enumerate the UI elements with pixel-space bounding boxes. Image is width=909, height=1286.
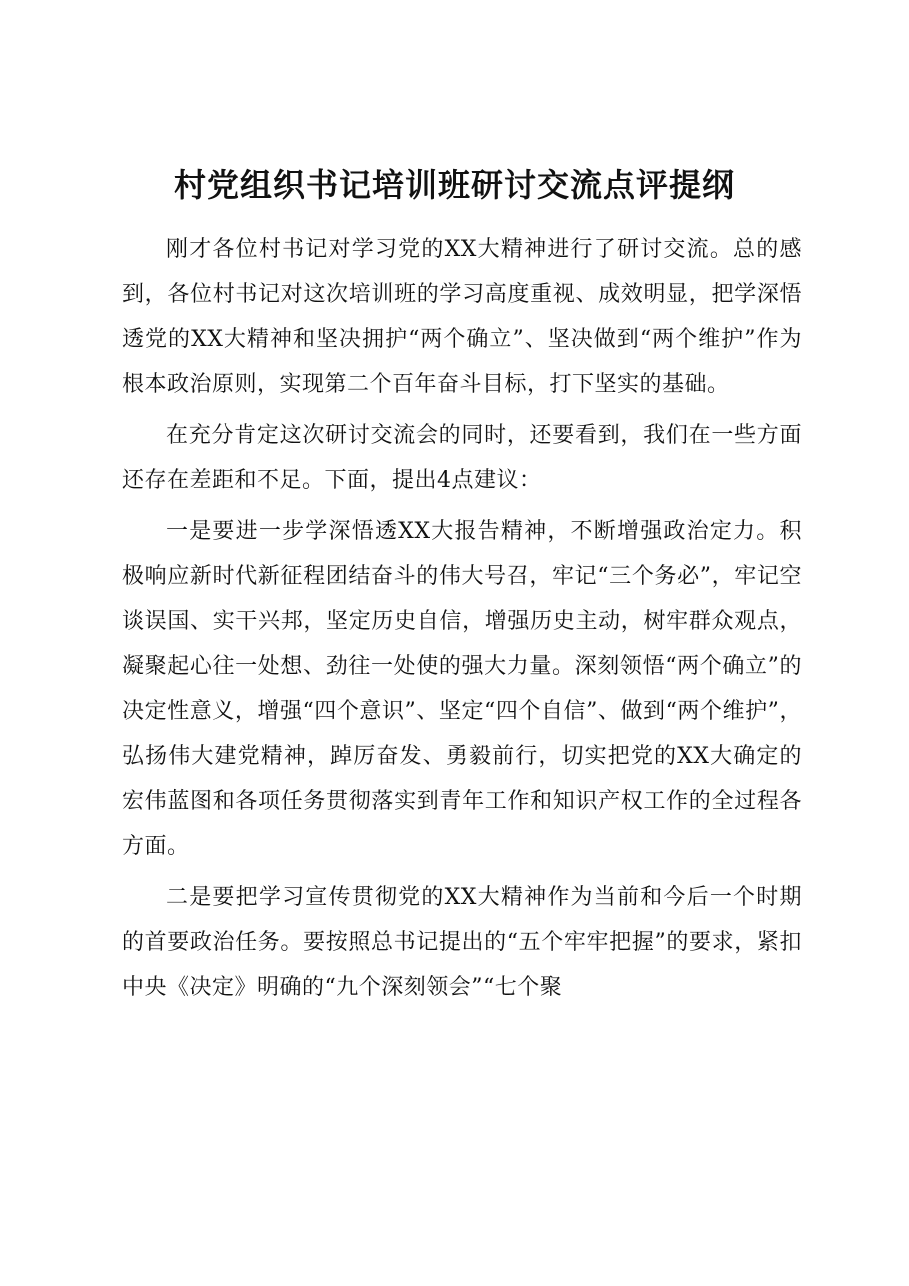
paragraph-point-one: 一是要进一步学深悟透XX大报告精神，不断增强政治定力。积极响应新时代新征程团结奋斗的伟大号召，牢记“三个务必”，牢记空谈误国、实干兴邦，坚定历史自信，增强历史主动，树牢群众观点，凝聚起心往一处想、劲往一处使的强大力量。深刻领悟“两个确立”的决定性意义，增强“四个意识”、坚定“四个自信”、做到“两个维护”，弘扬伟大建党精神，踔厉奋发、勇毅前行，切实把党的XX大确定的宏伟蓝图和各项任务贯彻落实到青年工作和知识产权工作的全过程各方面。 bbox=[122, 519, 802, 859]
paragraph-suggestions: 在充分肯定这次研讨交流会的同时，还要看到，我们在一些方面还存在差距和不足。下面，提出4点建议： bbox=[122, 423, 802, 493]
paragraph-intro: 刚才各位村书记对学习党的XX大精神进行了研讨交流。总的感到，各位村书记对这次培训班的学习高度重视、成效明显，把学深悟透党的XX大精神和坚决拥护“两个确立”、坚决做到“两个维护”作为根本政治原则，实现第二个百年奋斗目标，打下坚实的基础。 bbox=[122, 237, 802, 397]
document-body bbox=[122, 227, 802, 1016]
paragraph-point-two: 二是要把学习宣传贯彻党的XX大精神作为当前和今后一个时期的首要政治任务。要按照总书记提出的“五个牢牢把握”的要求，紧扣中央《决定》明确的“九个深刻领会”“七个聚 bbox=[122, 885, 802, 1000]
document-title: 村党组织书记培训班研讨交流点评提纲 bbox=[173, 166, 735, 204]
